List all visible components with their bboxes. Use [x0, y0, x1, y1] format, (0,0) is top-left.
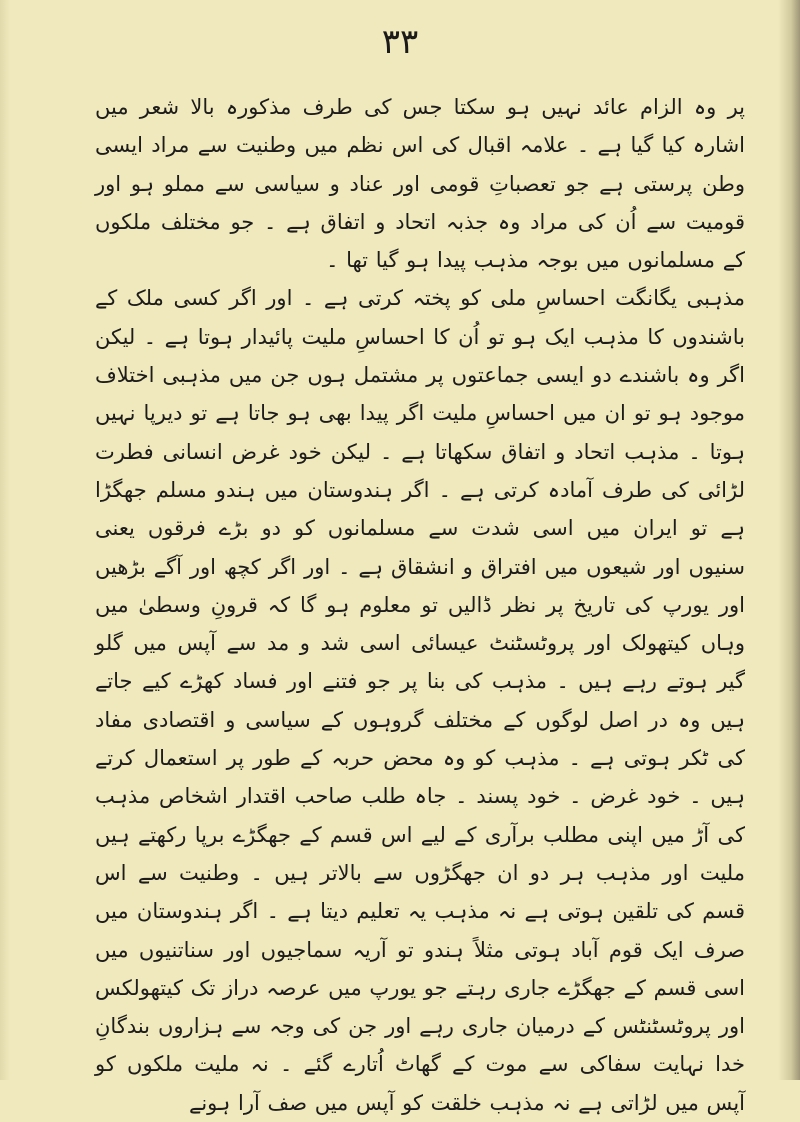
page-number: ۳۳	[381, 22, 419, 62]
paragraph-1: پر وہ الزام عائد نہیں ہو سکتا جس کی طرف مذکورہ بالا شعر میں اشارہ کیا گیا ہے ۔ علامہ اقبال کی اس نظم میں وطنیت سے مراد ایسی وطن پرستی ہے جو تعصباتِ قومی اور عناد و سیاسی سے مملو ہو اور قومیت سے اُن کی مراد وہ جذبہ اتحاد و اتفاق ہے ۔ جو مختلف ملکوں کے مسلمانوں میں بوجہ مذہب پیدا ہو گیا تھا ۔	[95, 95, 745, 273]
page-body	[95, 88, 745, 1122]
page-left-shadow	[0, 0, 10, 1080]
page-right-shadow	[778, 0, 800, 1080]
paragraph-2: مذہبی یگانگت احساسِ ملی کو پختہ کرتی ہے ۔ اور اگر کسی ملک کے باشندوں کا مذہب ایک ہو تو اُن کا احساسِ ملیت پائیدار ہوتا ہے ۔ لیکن اگر وہ باشندے دو ایسی جماعتوں پر مشتمل ہوں جن میں مذہبی اختلاف موجود ہو تو ان میں احساسِ ملیت اگر پیدا بھی ہو جاتا ہے تو دیرپا نہیں ہوتا ۔ مذہب اتحاد و اتفاق سکھاتا ہے ۔ لیکن خود غرض انسانی فطرت لڑائی کی طرف آمادہ کرتی ہے ۔ اگر ہندوستان میں ہندو مسلم جھگڑا ہے تو ایران میں اسی شدت سے مسلمانوں کو دو بڑے فرقوں یعنی سنیوں اور شیعوں میں افتراق و انشقاق ہے ۔ اور اگر کچھ اور آگے بڑھیں اور یورپ کی تاریخ پر نظر ڈالیں تو معلوم ہو گا کہ قرونِ وسطیٰ میں وہاں کیتھولک اور پروٹسٹنٹ عیسائی اسی شد و مد سے آپس میں گلو گیر ہوتے رہے ہیں ۔ مذہب کی بنا پر جو فتنے اور فساد کھڑے کیے جاتے ہیں وہ در اصل لوگوں کے مختلف گروہوں کے سیاسی و اقتصادی مفاد کی ٹکر ہوتی ہے ۔ مذہب کو وہ محض حربہ کے طور پر استعمال کرتے ہیں ۔ خود غرض ۔ خود پسند ۔ جاہ طلب صاحب اقتدار اشخاص مذہب کی آڑ میں اپنی مطلب برآری کے لیے اس قسم کے جھگڑے برپا رکھتے ہیں ملیت اور مذہب ہر دو ان جھگڑوں سے بالاتر ہیں ۔ وطنیت سے اس قسم کی تلقین ہوتی ہے نہ مذہب یہ تعلیم دیتا ہے ۔ اگر ہندوستان میں صرف ایک قوم آباد ہوتی مثلاً ہندو تو آریہ سماجیوں اور سناتنیوں میں اسی قسم کے جھگڑے جاری رہتے جو یورپ میں عرصہ دراز تک کیتھولکس اور پروٹسٹنٹس کے درمیان جاری رہے اور جن کی وجہ سے ہزاروں بندگانِ خدا نہایت سفاکی سے موت کے گھاٹ اُتارے گئے ۔ نہ ملیت ملکوں کو آپس میں لڑاتی ہے نہ مذہب خلقت کو آپس میں صف آرا ہونے	[95, 286, 745, 1115]
